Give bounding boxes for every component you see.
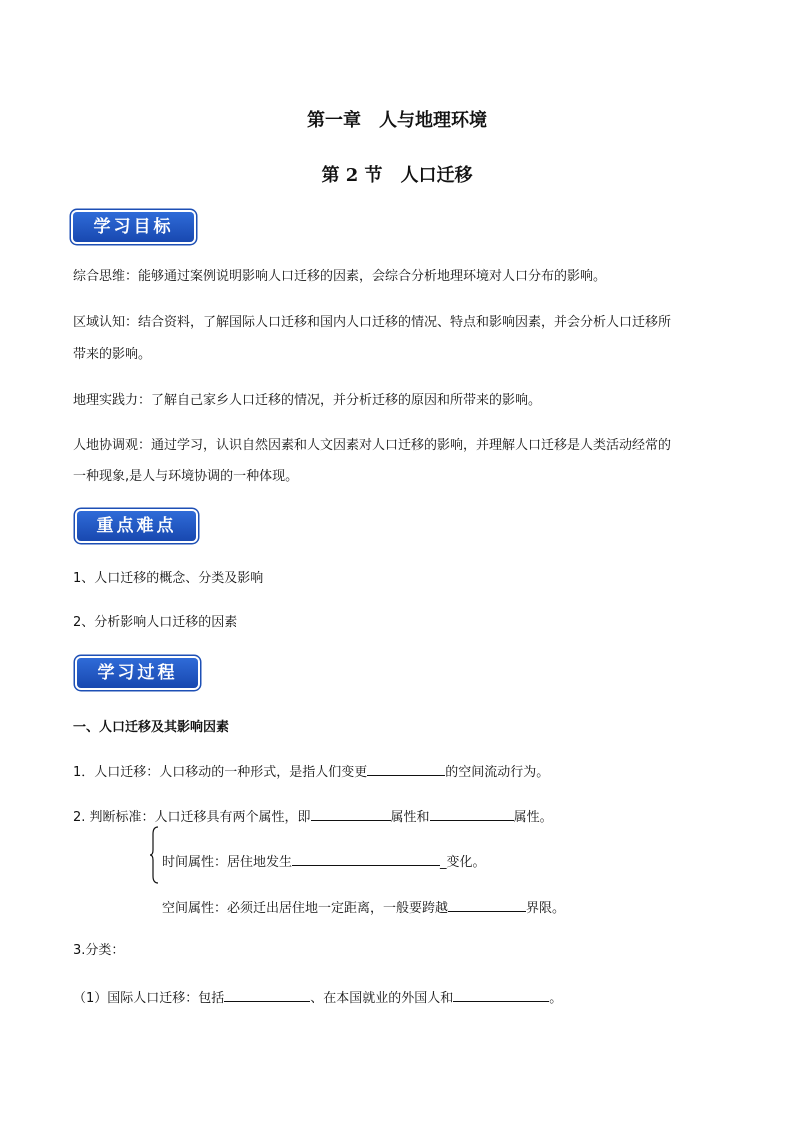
question-3: 3.分类： [73, 943, 125, 958]
brace-icon [149, 826, 159, 884]
time-attribute-text-b: _变化。 [440, 855, 486, 870]
objective-regional-cognition-line2: 带来的影响。 [73, 347, 152, 362]
question-2-text-b: 属性和 [390, 810, 430, 825]
question-3-1-text-a: （1）国际人口迁移：包括 [73, 991, 225, 1006]
blank-field[interactable] [367, 761, 445, 776]
badge-objectives: 学习目标 [73, 212, 194, 242]
section-title: 第 2 节 人口迁移 [321, 165, 473, 186]
section-heading: 一、人口迁移及其影响因素 [73, 720, 230, 735]
question-1-text-a: 1．人口迁移：人口移动的一种形式，是指人们变更 [73, 765, 368, 780]
question-2 [73, 806, 553, 827]
objective-comprehensive-thinking: 综合思维：能够通过案例说明影响人口迁移的因素，会综合分析地理环境对人口分布的影响。 [73, 269, 607, 284]
question-2-text-c: 属性。 [513, 810, 553, 825]
question-3-1 [73, 987, 562, 1008]
objective-regional-cognition-line1: 区域认知：结合资料，了解国际人口迁移和国内人口迁移的情况、特点和影响因素，并会分析人口迁移所 [73, 315, 672, 330]
blank-field[interactable] [430, 806, 514, 821]
objective-human-earth-line2: 一种现象,是人与环境协调的一种体现。 [73, 469, 299, 484]
space-attribute-text-a: 空间属性：必须迁出居住地一定距离，一般要跨越 [162, 901, 449, 916]
blank-field[interactable] [311, 806, 391, 821]
question-3-1-text-b: 、在本国就业的外国人和 [310, 991, 454, 1006]
blank-field[interactable] [292, 851, 440, 866]
question-1-text-b: 的空间流动行为。 [445, 765, 550, 780]
question-2-text-a: 2. 判断标准：人口迁移具有两个属性，即 [73, 810, 311, 825]
objective-human-earth-line1: 人地协调观：通过学习，认识自然因素和人文因素对人口迁移的影响，并理解人口迁移是人类活动经常的 [73, 438, 672, 453]
time-attribute-text-a: 时间属性：居住地发生 [162, 855, 293, 870]
badge-process: 学习过程 [77, 658, 198, 688]
time-attribute [162, 851, 486, 872]
key-point-2: 2、分析影响人口迁移的因素 [73, 615, 238, 630]
objective-geographic-practice: 地理实践力：了解自己家乡人口迁移的情况，并分析迁移的原因和所带来的影响。 [73, 393, 542, 408]
badge-key-points: 重点难点 [77, 511, 196, 541]
key-point-1: 1、人口迁移的概念、分类及影响 [73, 571, 264, 586]
blank-field[interactable] [224, 987, 310, 1002]
chapter-title: 第一章 人与地理环境 [307, 110, 487, 131]
blank-field[interactable] [448, 897, 526, 912]
space-attribute-text-b: 界限。 [526, 901, 566, 916]
space-attribute [162, 897, 565, 918]
blank-field[interactable] [453, 987, 549, 1002]
question-1 [73, 761, 549, 782]
question-3-1-text-c: 。 [549, 991, 563, 1006]
